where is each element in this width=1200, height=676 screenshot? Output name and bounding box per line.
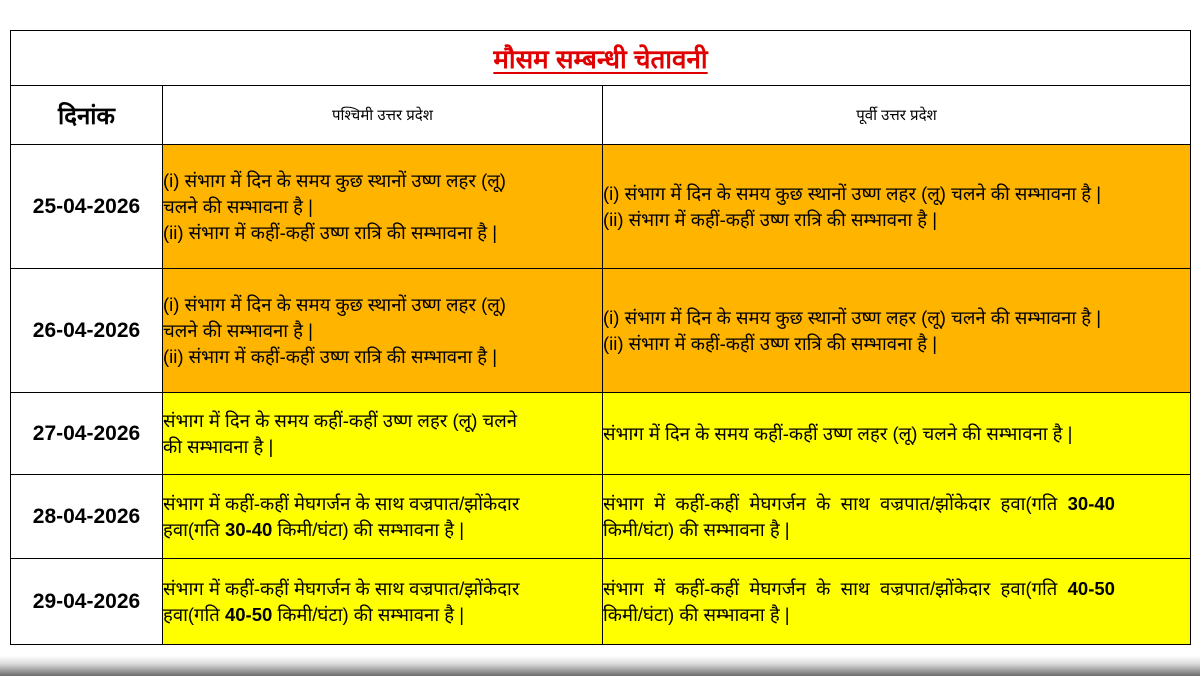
warning-line: संभाग में कहीं-कहीं मेघगर्जन के साथ वज्रपात/झोंकेदार <box>163 577 520 599</box>
west-warning-cell <box>163 559 603 645</box>
east-warning-cell <box>603 559 1191 645</box>
table-row <box>11 475 1191 559</box>
warning-line: किमी/घंटा) की सम्भावना है | <box>603 518 790 540</box>
wind-speed-value: 40-50 <box>1067 577 1115 599</box>
west-warning-cell <box>163 393 603 475</box>
header-row <box>11 86 1191 145</box>
warning-line: (i) संभाग में दिन के समय कुछ स्थानों उष्ण लहर (लू) <box>163 293 506 315</box>
warning-text: संभाग में कहीं-कहीं मेघगर्जन के साथ वज्रपात/झोंकेदार हवा(गति <box>603 492 1068 514</box>
warning-line: (ii) संभाग में कहीं-कहीं उष्ण रात्रि की सम्भावना है | <box>163 345 498 367</box>
weather-warning-table <box>10 30 1191 645</box>
table-row <box>11 559 1191 645</box>
warning-line: (i) संभाग में दिन के समय कुछ स्थानों उष्ण लहर (लू) <box>163 169 506 191</box>
warning-text: संभाग में कहीं-कहीं मेघगर्जन के साथ वज्रपात/झोंकेदार हवा(गति <box>603 577 1068 599</box>
date-cell: 26-04-2026 <box>11 269 163 393</box>
warning-line <box>163 517 602 543</box>
header-west-up: पश्चिमी उत्तर प्रदेश <box>163 86 603 145</box>
warning-text: हवा(गति <box>163 518 225 540</box>
wind-speed-value: 30-40 <box>1067 492 1115 514</box>
warning-line: (i) संभाग में दिन के समय कुछ स्थानों उष्ण लहर (लू) चलने की सम्भावना है | <box>603 182 1102 204</box>
bottom-shadow-strip <box>0 656 1200 676</box>
west-warning-cell <box>163 269 603 393</box>
warning-line <box>163 602 602 628</box>
warning-line: (ii) संभाग में कहीं-कहीं उष्ण रात्रि की सम्भावना है | <box>163 221 498 243</box>
east-warning-cell <box>603 393 1191 475</box>
warning-line: की सम्भावना है | <box>163 435 274 457</box>
title-row <box>11 31 1191 86</box>
table-row <box>11 145 1191 269</box>
warning-text: किमी/घंटा) की सम्भावना है | <box>272 518 465 540</box>
wind-speed-value: 30-40 <box>224 518 273 540</box>
warning-line <box>603 491 1190 517</box>
west-warning-cell <box>163 475 603 559</box>
title-cell <box>11 31 1191 86</box>
wind-speed-value: 40-50 <box>224 603 273 625</box>
warning-text: किमी/घंटा) की सम्भावना है | <box>272 603 465 625</box>
warning-line: (i) संभाग में दिन के समय कुछ स्थानों उष्ण लहर (लू) चलने की सम्भावना है | <box>603 306 1102 328</box>
west-warning-cell <box>163 145 603 269</box>
warning-line <box>603 576 1190 602</box>
date-cell: 28-04-2026 <box>11 475 163 559</box>
warning-line: (ii) संभाग में कहीं-कहीं उष्ण रात्रि की सम्भावना है | <box>603 208 938 230</box>
warning-line: संभाग में कहीं-कहीं मेघगर्जन के साथ वज्रपात/झोंकेदार <box>163 492 520 514</box>
header-date: दिनांक <box>11 86 163 145</box>
table-title: मौसम सम्बन्धी चेतावनी <box>493 44 708 74</box>
warning-line: चलने की सम्भावना है | <box>163 319 313 341</box>
table-row <box>11 393 1191 475</box>
weather-warning-container <box>10 30 1190 645</box>
warning-line: किमी/घंटा) की सम्भावना है | <box>603 603 790 625</box>
warning-line: (ii) संभाग में कहीं-कहीं उष्ण रात्रि की सम्भावना है | <box>603 332 938 354</box>
table-row <box>11 269 1191 393</box>
date-cell: 27-04-2026 <box>11 393 163 475</box>
warning-line: चलने की सम्भावना है | <box>163 195 313 217</box>
east-warning-cell <box>603 145 1191 269</box>
warning-line: संभाग में दिन के समय कहीं-कहीं उष्ण लहर (लू) चलने की सम्भावना है | <box>603 422 1073 444</box>
date-cell: 25-04-2026 <box>11 145 163 269</box>
east-warning-cell <box>603 475 1191 559</box>
warning-text: हवा(गति <box>163 603 225 625</box>
warning-line: संभाग में दिन के समय कहीं-कहीं उष्ण लहर (लू) चलने <box>163 409 518 431</box>
header-east-up: पूर्वी उत्तर प्रदेश <box>603 86 1191 145</box>
date-cell: 29-04-2026 <box>11 559 163 645</box>
east-warning-cell <box>603 269 1191 393</box>
